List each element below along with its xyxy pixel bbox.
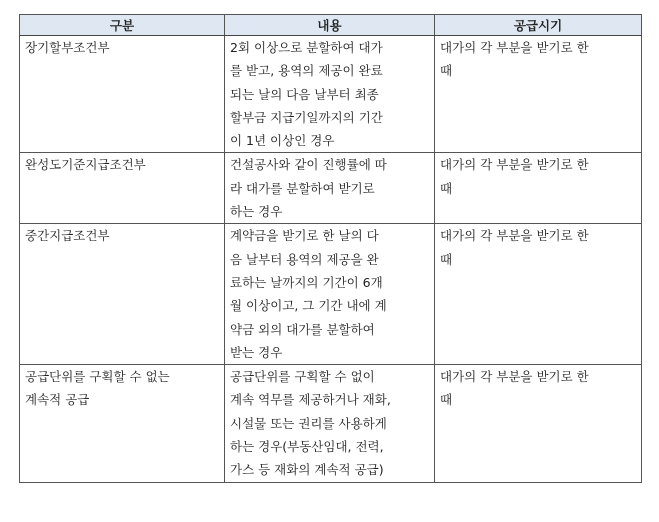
content-line: 이 1년 이상인 경우 [230, 133, 335, 149]
content-line: 월 이상이고, 그 기간 내에 계 [230, 298, 387, 314]
category-cell: 장기할부조건부 [20, 36, 225, 153]
header-category: 구분 [20, 15, 225, 36]
table-row [20, 36, 642, 153]
content-line: 가스 등 재화의 계속적 공급) [230, 462, 384, 478]
content-line: 를 받고, 용역의 제공이 완료 [230, 63, 383, 79]
content-line: 계속 역무를 제공하거나 재화, [230, 392, 391, 408]
content-line: 건설공사와 같이 진행률에 따 [230, 157, 387, 173]
content-line: 받는 경우 [230, 344, 283, 360]
timing-line: 대가의 각 부분을 받기로 한 [440, 369, 589, 385]
content-line: 약금 외의 대가를 분할하여 [230, 321, 375, 337]
category-cell [20, 365, 225, 482]
timing-cell [435, 153, 642, 224]
table-row [20, 224, 642, 365]
content-cell [225, 365, 435, 482]
category-cell: 완성도기준지급조건부 [20, 153, 225, 224]
category-cell: 중간지급조건부 [20, 224, 225, 365]
table-row [20, 153, 642, 224]
content-cell [225, 153, 435, 224]
content-line: 료하는 날까지의 기간이 6개 [230, 274, 383, 290]
header-content: 내용 [225, 15, 435, 36]
timing-line: 때 [440, 63, 453, 79]
content-line: 음 날부터 용역의 제공을 완 [230, 251, 379, 267]
timing-cell [435, 224, 642, 365]
content-cell [225, 36, 435, 153]
content-line: 계약금을 받기로 한 날의 다 [230, 228, 379, 244]
content-line: 시설물 또는 권리를 사용하게 [230, 415, 387, 431]
content-line: 할부금 지급기일까지의 기간 [230, 109, 383, 125]
content-line: 하는 경우(부동산임대, 전력, [230, 439, 384, 455]
timing-line: 대가의 각 부분을 받기로 한 [440, 40, 589, 55]
timing-cell [435, 36, 642, 153]
supply-timing-table [19, 14, 642, 483]
category-line: 공급단위를 구획할 수 없는 [25, 369, 170, 385]
timing-line: 대가의 각 부분을 받기로 한 [440, 228, 589, 244]
content-line: 공급단위를 구획할 수 없이 [230, 369, 375, 385]
timing-line: 때 [440, 180, 453, 196]
timing-line: 때 [440, 251, 453, 267]
timing-cell [435, 365, 642, 482]
header-row [20, 15, 642, 36]
table-row [20, 365, 642, 482]
content-line: 하는 경우 [230, 204, 283, 220]
timing-line: 때 [440, 392, 453, 408]
timing-line: 대가의 각 부분을 받기로 한 [440, 157, 589, 173]
header-supply-timing: 공급시기 [435, 15, 642, 36]
content-line: 2회 이상으로 분할하여 대가 [230, 40, 383, 55]
content-cell [225, 224, 435, 365]
content-line: 되는 날의 다음 날부터 최종 [230, 86, 379, 102]
content-line: 라 대가를 분할하여 받기로 [230, 180, 375, 196]
category-line: 계속적 공급 [25, 392, 90, 408]
